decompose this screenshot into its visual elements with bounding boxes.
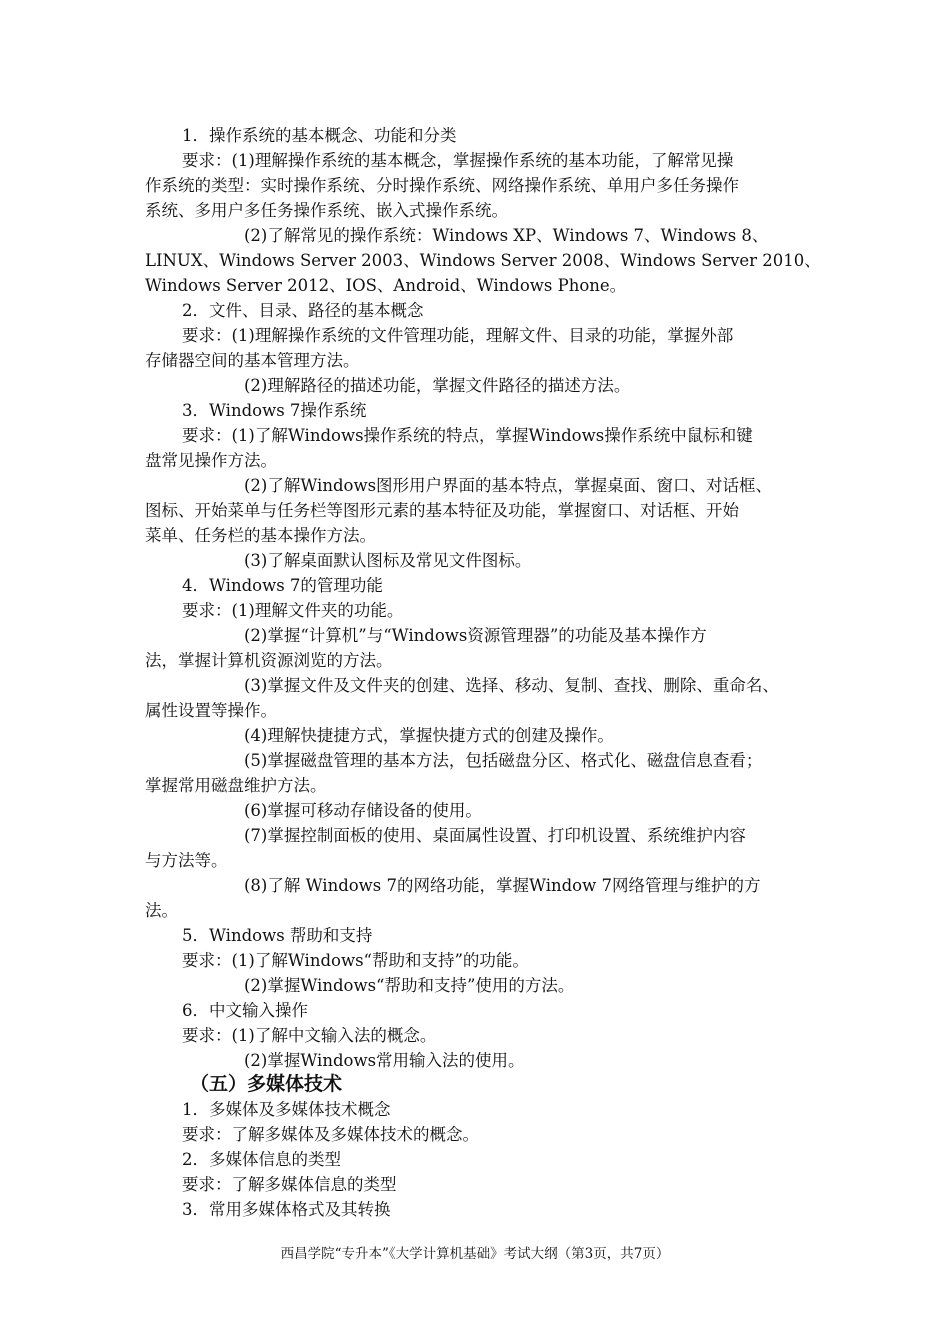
item-heading: 3．常用多媒体格式及其转换: [182, 1200, 391, 1219]
requirement-line: 要求：了解多媒体信息的类型: [182, 1175, 397, 1194]
requirement-line: 要求：(1)理解文件夹的功能。: [182, 601, 404, 620]
text-line: 法，掌握计算机资源浏览的方法。: [145, 651, 393, 670]
text-line: Windows Server 2012、IOS、Android、Windows Phone。: [145, 276, 627, 295]
text-line: 盘常见操作方法。: [145, 451, 277, 470]
text-line: 属性设置等操作。: [145, 701, 277, 720]
section-heading: （五）多媒体技术: [190, 1073, 343, 1095]
item-heading: 2．多媒体信息的类型: [182, 1150, 341, 1169]
requirement-subitem: (4)理解快捷捷方式，掌握快捷方式的创建及操作。: [244, 726, 614, 745]
text-line: 作系统的类型：实时操作系统、分时操作系统、网络操作系统、单用户多任务操作: [145, 176, 739, 195]
requirement-line: 要求：(1)了解Windows“帮助和支持”的功能。: [182, 951, 529, 970]
item-heading: 3．Windows 7操作系统: [182, 401, 367, 420]
text-line: LINUX、Windows Server 2003、Windows Server 2008、Windows Server 2010、: [145, 251, 821, 270]
text-line: 系统、多用户多任务操作系统、嵌入式操作系统。: [145, 201, 508, 220]
text-line: 菜单、任务栏的基本操作方法。: [145, 526, 376, 545]
text-line: 与方法等。: [145, 851, 228, 870]
requirement-subitem: (2)掌握“计算机”与“Windows资源管理器”的功能及基本操作方: [244, 626, 707, 645]
requirement-subitem: (6)掌握可移动存储设备的使用。: [244, 801, 482, 820]
text-line: 掌握常用磁盘维护方法。: [145, 776, 327, 795]
requirement-line: 要求：(1)理解操作系统的文件管理功能，理解文件、目录的功能，掌握外部: [182, 326, 734, 345]
text-line: 法。: [145, 901, 178, 920]
requirement-subitem: (8)了解 Windows 7的网络功能，掌握Window 7网络管理与维护的方: [244, 876, 761, 895]
item-heading: 5．Windows 帮助和支持: [182, 926, 373, 945]
text-line: 存储器空间的基本管理方法。: [145, 351, 360, 370]
requirement-subitem: (2)掌握Windows常用输入法的使用。: [244, 1051, 525, 1070]
requirement-subitem: (2)了解常见的操作系统：Windows XP、Windows 7、Windows 8、: [244, 226, 769, 245]
item-heading: 6．中文输入操作: [182, 1001, 308, 1020]
requirement-subitem: (7)掌握控制面板的使用、桌面属性设置、打印机设置、系统维护内容: [244, 826, 746, 845]
requirement-subitem: (3)掌握文件及文件夹的创建、选择、移动、复制、查找、删除、重命名、: [244, 676, 779, 695]
text-line: 图标、开始菜单与任务栏等图形元素的基本特征及功能，掌握窗口、对话框、开始: [145, 501, 739, 520]
requirement-subitem: (2)了解Windows图形用户界面的基本特点，掌握桌面、窗口、对话框、: [244, 476, 773, 495]
requirement-subitem: (2)理解路径的描述功能，掌握文件路径的描述方法。: [244, 376, 631, 395]
item-heading: 4．Windows 7的管理功能: [182, 576, 383, 595]
requirement-subitem: (2)掌握Windows“帮助和支持”使用的方法。: [244, 976, 575, 995]
requirement-line: 要求：(1)理解操作系统的基本概念，掌握操作系统的基本功能，了解常见操: [182, 151, 734, 170]
requirement-subitem: (5)掌握磁盘管理的基本方法，包括磁盘分区、格式化、磁盘信息查看；: [244, 751, 763, 770]
item-heading: 1．操作系统的基本概念、功能和分类: [182, 126, 457, 145]
requirement-subitem: (3)了解桌面默认图标及常见文件图标。: [244, 551, 532, 570]
item-heading: 2．文件、目录、路径的基本概念: [182, 301, 424, 320]
requirement-line: 要求：(1)了解Windows操作系统的特点，掌握Windows操作系统中鼠标和键: [182, 426, 753, 445]
requirement-line: 要求：了解多媒体及多媒体技术的概念。: [182, 1125, 479, 1144]
page-footer: 西昌学院“专升本”《大学计算机基础》考试大纲（第3页，共7页）: [280, 1246, 670, 1262]
item-heading: 1．多媒体及多媒体技术概念: [182, 1100, 391, 1119]
requirement-line: 要求：(1)了解中文输入法的概念。: [182, 1026, 437, 1045]
